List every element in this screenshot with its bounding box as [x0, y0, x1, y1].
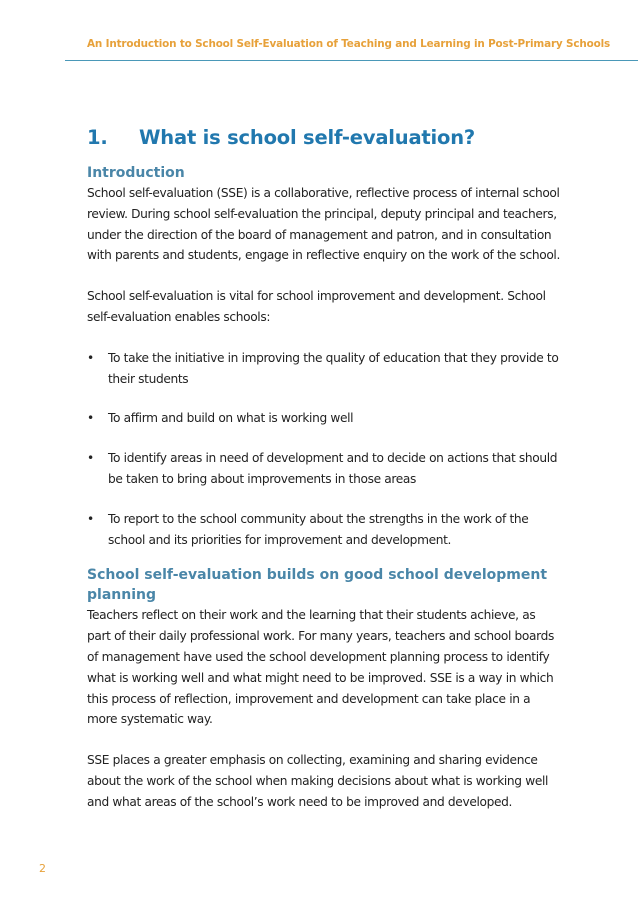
list-item	[87, 348, 561, 390]
list-item-text: To identify areas in need of development and to decide on actions that should be taken to bring about improvements in those areas	[108, 451, 558, 486]
header-rule	[65, 60, 638, 61]
section-heading-planning: School self-evaluation builds on good school development planning	[87, 567, 548, 604]
bullet-icon: •	[87, 350, 94, 365]
chapter-title-text: What is school self-evaluation?	[139, 126, 476, 149]
list-item	[87, 509, 561, 551]
chapter-title	[87, 126, 561, 149]
list-item-text: To take the initiative in improving the quality of education that they provide to their students	[108, 350, 559, 386]
enables-list	[87, 348, 561, 551]
list-item	[87, 448, 561, 490]
page-number: 2	[39, 862, 46, 875]
bullet-icon: •	[87, 411, 94, 426]
list-item-text: To affirm and build on what is working well	[108, 411, 354, 426]
planning-paragraph-2: SSE places a greater emphasis on collecting, examining and sharing evidence about the work of the school when making decisions about what is working well and what areas of the school’s work need to be improved and developed.	[87, 753, 549, 809]
chapter-number: 1.	[87, 126, 108, 149]
list-item	[87, 408, 561, 429]
intro-paragraph-2: School self-evaluation is vital for school improvement and development. School self-evaluation enables schools:	[87, 289, 546, 324]
bullet-icon: •	[87, 451, 94, 466]
section-heading-introduction: Introduction	[87, 165, 185, 181]
page-content	[87, 126, 561, 813]
intro-paragraph-1: School self-evaluation (SSE) is a collaborative, reflective process of internal school review. During school self-evaluation the principal, deputy principal and teachers, under the direction of the board of management and patron, and in consultation with parents and students, engage in reflective enquiry on the work of the school.	[87, 186, 560, 263]
running-header: An Introduction to School Self-Evaluation of Teaching and Learning in Post-Primary Schools	[87, 38, 611, 50]
list-item-text: To report to the school community about the strengths in the work of the school and its priorities for improvement and development.	[108, 511, 529, 547]
bullet-icon: •	[87, 511, 94, 526]
planning-paragraph-1: Teachers reflect on their work and the learning that their students achieve, as part of their daily professional work. For many years, teachers and school boards of management have used the school development planning process to identify what is working well and what might need to be improved. SSE is a way in which this process of reflection, improvement and development can take place in a more systematic way.	[87, 608, 554, 727]
